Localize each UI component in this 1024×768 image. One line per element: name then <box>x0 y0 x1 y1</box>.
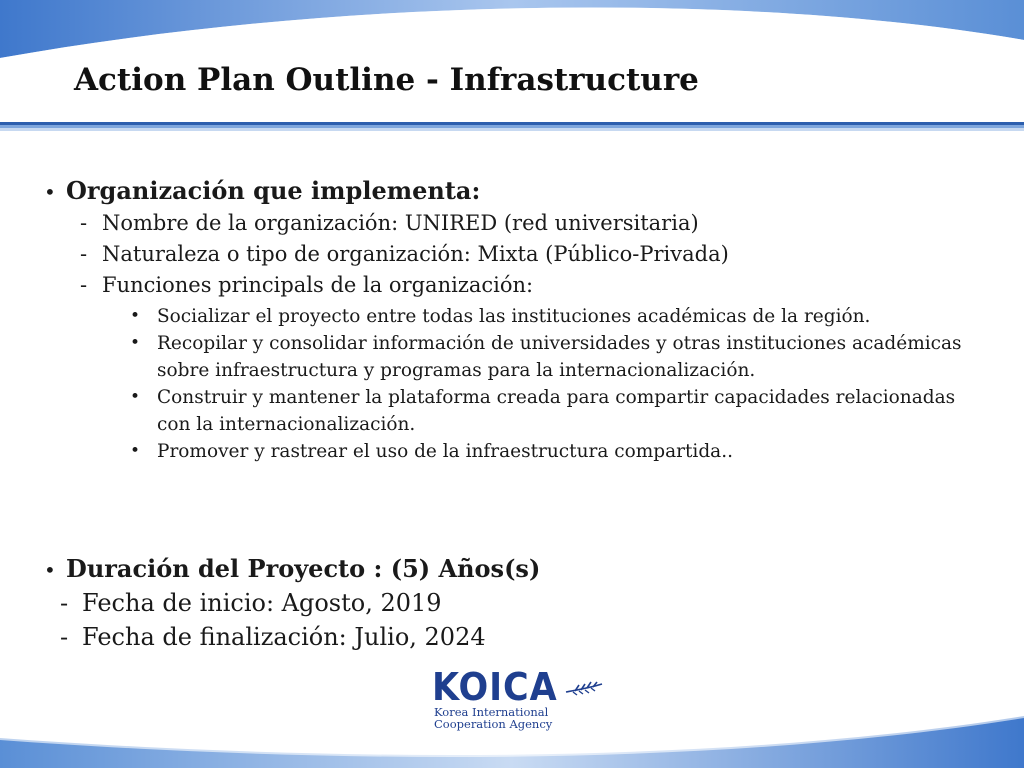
function-text: Construir y mantener la plataforma creada para compartir capacidades relacionadas con la internacionalización. <box>157 387 956 435</box>
start-date: Fecha de inicio: Agosto, 2019 <box>82 589 442 617</box>
bullet-icon: • <box>130 441 141 461</box>
slide-title: Action Plan Outline - Infrastructure <box>74 62 699 98</box>
bullet-icon: • <box>130 333 141 353</box>
dash-icon: - <box>80 211 88 235</box>
list-item <box>80 270 1004 301</box>
dash-icon: - <box>80 242 88 266</box>
function-text: Socializar el proyecto entre todas las instituciones académicas de la región. <box>157 306 871 327</box>
organization-name: Nombre de la organización: UNIRED (red universitaria) <box>102 211 699 235</box>
bullet-icon: • <box>130 387 141 407</box>
duration-heading-row <box>44 553 1004 586</box>
function-item <box>130 330 1004 384</box>
duration-heading: Duración del Proyecto : (5) Años(s) <box>66 554 541 583</box>
function-text: Promover y rastrear el uso de la infraestructura compartida.. <box>157 441 733 462</box>
dash-icon: - <box>60 623 69 651</box>
function-item <box>130 384 1004 438</box>
organization-section <box>44 175 1004 465</box>
koica-line2: Cooperation Agency <box>434 717 553 731</box>
bullet-icon: • <box>44 180 56 204</box>
function-item <box>130 438 1004 465</box>
organization-heading: Organización que implementa: <box>66 176 481 205</box>
dash-icon: - <box>80 273 88 297</box>
dash-icon: - <box>60 589 69 617</box>
bullet-icon: • <box>130 306 141 326</box>
leaf-icon <box>565 680 603 696</box>
list-item <box>80 208 1004 239</box>
function-text: Recopilar y consolidar información de universidades y otras instituciones académicas sobre infraestructura y programas para la internacionalización. <box>157 333 962 381</box>
duration-section <box>44 553 1004 654</box>
bottom-wave-decoration <box>0 698 1024 768</box>
title-divider <box>0 122 1024 132</box>
organization-heading-row <box>44 175 1004 208</box>
bullet-icon: • <box>44 558 56 582</box>
list-item <box>60 620 1004 654</box>
organization-functions-heading: Funciones principals de la organización: <box>102 273 534 297</box>
function-item <box>130 303 1004 330</box>
list-item <box>80 239 1004 270</box>
organization-type: Naturaleza o tipo de organización: Mixta (Público-Privada) <box>102 242 729 266</box>
functions-list <box>130 303 1004 465</box>
end-date: Fecha de finalización: Julio, 2024 <box>82 623 486 651</box>
list-item <box>60 586 1004 620</box>
koica-wordmark: KOICA <box>432 665 558 709</box>
koica-line1: Korea International <box>434 705 549 719</box>
